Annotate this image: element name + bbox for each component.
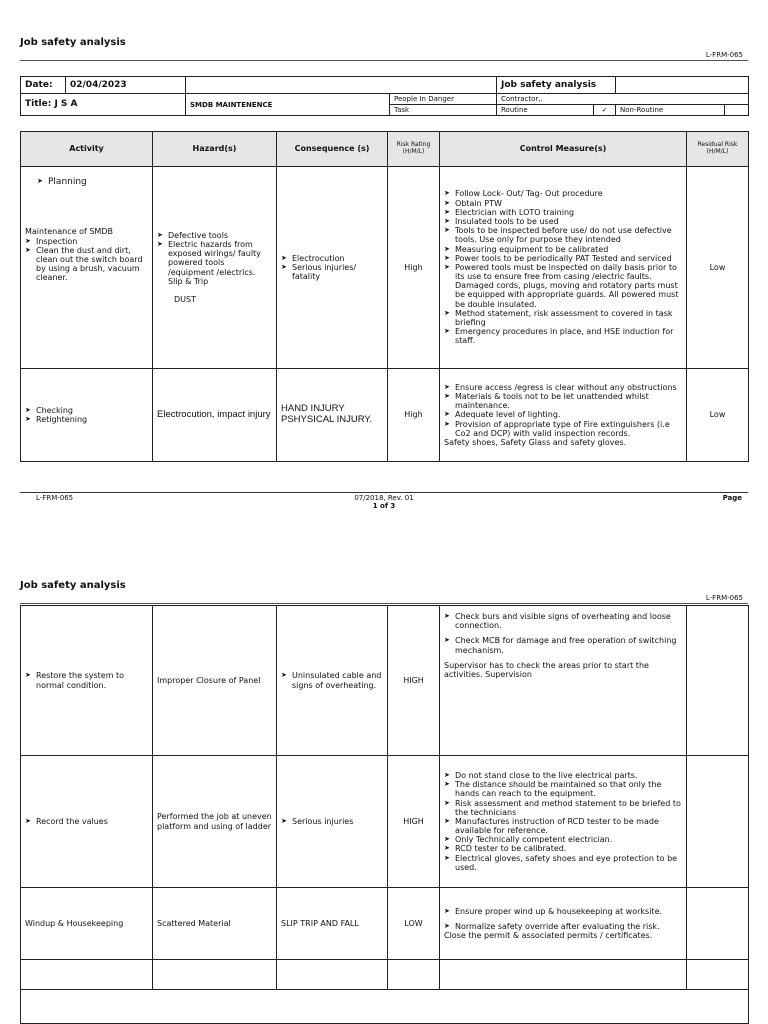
list-item: ➤ Restore the system to normal condition. [25, 671, 148, 689]
nonroutine-label: Non-Routine [616, 105, 725, 116]
footer-page-number: 1 of 3 [372, 502, 396, 511]
date-value: 02/04/2023 [66, 77, 186, 94]
list-item: ➤ Electric hazards from exposed wirings/ faulty powered tools /equipment /electrics. Slip & Trip [157, 240, 272, 286]
hazard-cell [153, 167, 277, 369]
list-item: ➤ Defective tools [157, 231, 272, 240]
jsa-label: Job safety analysis [497, 77, 616, 94]
col-residual-sub: (H/M/L) [706, 148, 729, 155]
col-risk-label: Risk Rating [396, 141, 431, 149]
control-permit: Close the permit & associated permits / certificates. [444, 931, 653, 941]
activity-cell: Windup & Housekeeping [21, 888, 153, 960]
hazard-dust: DUST [174, 294, 196, 304]
col-risk-sub: (H/M/L) [402, 148, 425, 155]
header-rule [20, 603, 748, 604]
table-row [21, 960, 749, 990]
planning-list [37, 177, 148, 187]
table-row [21, 369, 749, 462]
list-item: ➤ Normalize safety override after evaluating the risk. [444, 922, 682, 931]
empty-cell [440, 960, 687, 990]
col-control: Control Measure(s) [440, 132, 687, 167]
list-item: ➤ RCD tester to be calibrated. [444, 844, 682, 853]
risk-rating: High [388, 369, 440, 462]
consequence-cell [277, 167, 388, 369]
hazard-cell: Performed the job at uneven platform and using of ladder [153, 756, 277, 888]
empty-cell [153, 960, 277, 990]
document-code: L-FRM-065 [705, 594, 743, 602]
table-row [21, 167, 749, 369]
control-cell [440, 167, 687, 369]
residual-cell [687, 756, 749, 888]
risk-rating: LOW [388, 888, 440, 960]
col-activity: Activity [21, 132, 153, 167]
activity-cell [21, 606, 153, 756]
list-item: ➤ Manufactures instruction of RCD tester to be made available for reference. [444, 817, 682, 835]
list-item: ➤ Electrocution [281, 254, 383, 263]
jsa-table-page-1 [20, 131, 749, 462]
col-consequence: Consequence (s) [277, 132, 388, 167]
list-item: ➤ Check MCB for damage and free operation of switching mechanism. [444, 636, 682, 654]
list-item: ➤ The distance should be maintained so that only the hands can reach to the equipment. [444, 780, 682, 798]
list-item: ➤ Checking [25, 406, 148, 415]
footer-revision [0, 494, 768, 510]
people-value: Contractor,. [497, 94, 749, 105]
list-item: ➤ Measuring equipment to be calibrated [444, 245, 682, 254]
jsa-header-table [20, 76, 749, 116]
control-cell [440, 888, 687, 960]
list-item: ➤ Provision of appropriate type of Fire extinguishers (i.e Co2 and DCP) with valid inspection records. [444, 420, 682, 438]
list-item: ➤ Powered tools must be inspected on daily basis prior to its use to ensure free from casing /electric faults. Damaged cords, plugs, moving and rotatory parts must be equipped with appropriate guards. All powered must be double insulated. [444, 263, 682, 309]
control-list [444, 771, 682, 872]
document-title: Job safety analysis [20, 37, 126, 48]
header-rule [20, 60, 748, 61]
empty-cell [277, 960, 388, 990]
people-label: People In Danger [390, 94, 497, 105]
list-item: ➤ Insulated tools to be used [444, 217, 682, 226]
table-row [21, 888, 749, 960]
list-item: ➤ Tools to be inspected before use/ do not use defective tools. Use only for purpose they intended [444, 226, 682, 244]
activity-main: Maintenance of SMDB [25, 227, 113, 237]
control-list [444, 612, 682, 655]
hazard-list [157, 231, 272, 286]
consequence-cell [277, 756, 388, 888]
document-title: Job safety analysis [20, 580, 126, 591]
list-item: ➤ Serious injuries/ fatality [281, 263, 383, 281]
control-ppe: Safety shoes, Safety Glass and safety gloves. [444, 437, 627, 447]
list-item: ➤ Obtain PTW [444, 199, 682, 208]
list-item: ➤ Serious injuries [281, 817, 383, 826]
col-residual-label: Residual Risk [697, 141, 738, 149]
list-item: ➤ Emergency procedures in place, and HSE induction for staff. [444, 327, 682, 345]
list-item: ➤ Ensure access /egress is clear without any obstructions [444, 383, 682, 392]
routine-label: Routine [497, 105, 594, 116]
header-blank [186, 77, 497, 94]
list-item: ➤ Ensure proper wind up & housekeeping at worksite. [444, 907, 682, 916]
page-2 [0, 568, 768, 1024]
control-list [444, 189, 682, 345]
consequence-cell: SLIP TRIP AND FALL [277, 888, 388, 960]
list-item: ➤ Inspection [25, 237, 148, 246]
list-item: ➤ Adequate level of lighting. [444, 410, 682, 419]
list-item: ➤ Record the values [25, 817, 148, 826]
empty-cell [21, 990, 749, 1024]
table-row [21, 990, 749, 1024]
consequence-cell: HAND INJURY PSHYSICAL INJURY. [277, 369, 388, 462]
document-code: L-FRM-065 [705, 51, 743, 59]
task-label: Task [390, 105, 497, 116]
list-item: ➤ Method statement, risk assessment to covered in task briefing [444, 309, 682, 327]
consequence-list [281, 817, 383, 826]
list-item: ➤ Do not stand close to the live electrical parts. [444, 771, 682, 780]
activity-planning: ➤ Planning [37, 177, 148, 187]
residual-cell [687, 606, 749, 756]
control-list [444, 383, 682, 438]
list-item: ➤ Electrician with LOTO training [444, 208, 682, 217]
activity-list [25, 671, 148, 689]
consequence-list [281, 671, 383, 689]
date-label: Date: [21, 77, 66, 94]
activity-list [25, 817, 148, 826]
consequence-list [281, 254, 383, 282]
nonroutine-check [725, 105, 749, 116]
footer-rev: 07/2018, Rev. 01 [354, 494, 414, 502]
risk-rating: HIGH [388, 756, 440, 888]
control-supervision: Supervisor has to check the areas prior to start the activities. Supervision [444, 660, 649, 679]
activity-cell [21, 369, 153, 462]
title-value: SMDB MAINTENENCE [186, 94, 390, 116]
list-item: ➤ Check burs and visible signs of overheating and loose connection. [444, 612, 682, 630]
list-item: ➤ Retightening [25, 415, 148, 424]
footer-page-label: Page [722, 494, 742, 502]
hazard-cell: Electrocution, impact injury [153, 369, 277, 462]
hazard-cell: Improper Closure of Panel [153, 606, 277, 756]
activity-cell [21, 756, 153, 888]
risk-rating: HIGH [388, 606, 440, 756]
control-cell [440, 369, 687, 462]
table-row [21, 606, 749, 756]
list-item: ➤ Uninsulated cable and signs of overheating. [281, 671, 383, 689]
empty-cell [687, 960, 749, 990]
list-item: ➤ Power tools to be periodically PAT Tested and serviced [444, 254, 682, 263]
residual-risk: Low [687, 167, 749, 369]
jsa-table-page-2 [20, 605, 749, 1024]
list-item: ➤ Only Technically competent electrician. [444, 835, 682, 844]
empty-cell [388, 960, 440, 990]
list-item: ➤ Electrical gloves, safety shoes and eye protection to be used. [444, 854, 682, 872]
title-label: Title: J S A [21, 94, 186, 116]
control-cell [440, 606, 687, 756]
activity-cell [21, 167, 153, 369]
list-item: ➤ Follow Lock- Out/ Tag- Out procedure [444, 189, 682, 198]
jsa-blank [616, 77, 749, 94]
risk-rating: High [388, 167, 440, 369]
residual-cell [687, 888, 749, 960]
consequence-cell [277, 606, 388, 756]
control-list [444, 907, 682, 931]
col-residual [687, 132, 749, 167]
list-item: ➤ Materials & tools not to be let unattended whilst maintenance. [444, 392, 682, 410]
footer-rule [20, 492, 748, 493]
empty-cell [21, 960, 153, 990]
residual-risk: Low [687, 369, 749, 462]
routine-check: ✓ [594, 105, 616, 116]
list-item: ➤ Risk assessment and method statement to be briefed to the technicians [444, 799, 682, 817]
table-row [21, 756, 749, 888]
list-item: ➤ Clean the dust and dirt, clean out the switch board by using a brush, vacuum cleaner. [25, 246, 148, 283]
table-header-row [21, 132, 749, 167]
col-hazard: Hazard(s) [153, 132, 277, 167]
activity-list [25, 406, 148, 424]
footer-code: L-FRM-065 [36, 494, 74, 502]
col-risk [388, 132, 440, 167]
hazard-cell: Scattered Material [153, 888, 277, 960]
control-cell [440, 756, 687, 888]
activity-items [25, 237, 148, 283]
